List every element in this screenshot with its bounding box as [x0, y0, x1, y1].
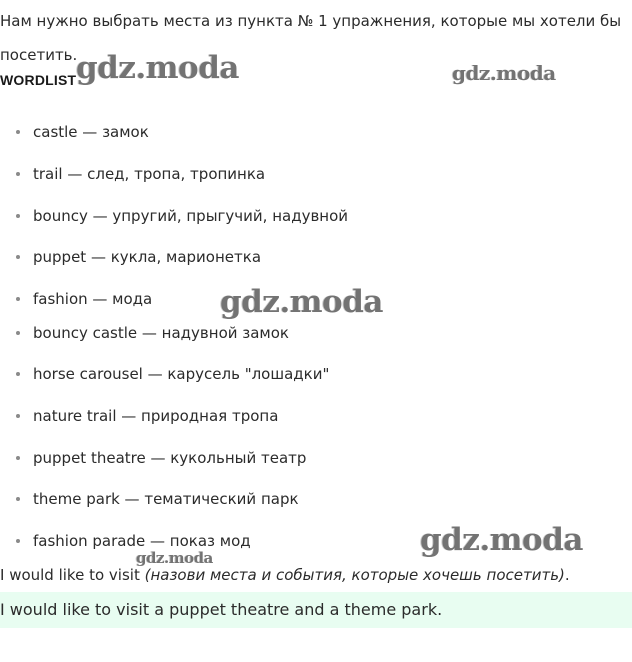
list-item	[0, 205, 620, 227]
bullet-icon	[16, 130, 20, 134]
bullet-icon	[16, 539, 20, 543]
list-item	[0, 322, 620, 344]
watermark-stamp: gdz.moda	[452, 61, 556, 85]
list-item	[0, 405, 620, 427]
list-item-text: puppet — кукла, марионетка	[33, 248, 262, 266]
bullet-icon	[16, 372, 20, 376]
list-item-text: theme park — тематический парк	[33, 490, 299, 508]
task-prefix: I would like to visit	[0, 566, 145, 584]
task-suffix: .	[564, 566, 570, 584]
bullet-icon	[16, 297, 20, 301]
task-hint: (назови места и события, которые хочешь посетить)	[144, 566, 565, 584]
answer-text: I would like to visit a puppet theatre and a theme park.	[0, 600, 443, 619]
list-item-text: bouncy — упругий, прыгучий, надувной	[33, 207, 349, 225]
list-item	[0, 447, 620, 469]
bullet-icon	[16, 172, 20, 176]
list-item	[0, 488, 620, 510]
list-item	[0, 363, 620, 385]
list-item-text: trail — след, тропа, тропинка	[33, 165, 266, 183]
bullet-icon	[16, 497, 20, 501]
list-item-text: fashion parade — показ мод	[33, 532, 251, 550]
wordlist-heading: WORDLIST	[0, 72, 77, 88]
answer-box	[0, 592, 632, 628]
bullet-icon	[16, 255, 20, 259]
list-item-text: horse carousel — карусель "лошадки"	[33, 365, 330, 383]
bullet-icon	[16, 456, 20, 460]
watermark-stamp: gdz.moda	[420, 522, 583, 558]
bullet-icon	[16, 331, 20, 335]
list-item-text: nature trail — природная тропа	[33, 407, 279, 425]
watermark-stamp: gdz.moda	[220, 284, 383, 320]
task-sentence	[0, 563, 570, 587]
list-item	[0, 121, 620, 143]
list-item-text: castle — замок	[33, 123, 149, 141]
bullet-icon	[16, 214, 20, 218]
list-item-text: puppet theatre — кукольный театр	[33, 449, 307, 467]
watermark-stamp: gdz.moda	[76, 50, 239, 86]
list-item	[0, 163, 620, 185]
intro-paragraph: Нам нужно выбрать места из пункта № 1 упражнения, которые мы хотели бы посетить.	[0, 12, 622, 64]
list-item-text: fashion — мода	[33, 290, 153, 308]
list-item-text: bouncy castle — надувной замок	[33, 324, 289, 342]
watermark-stamp: gdz.moda	[136, 549, 213, 567]
bullet-icon	[16, 414, 20, 418]
list-item	[0, 246, 620, 268]
